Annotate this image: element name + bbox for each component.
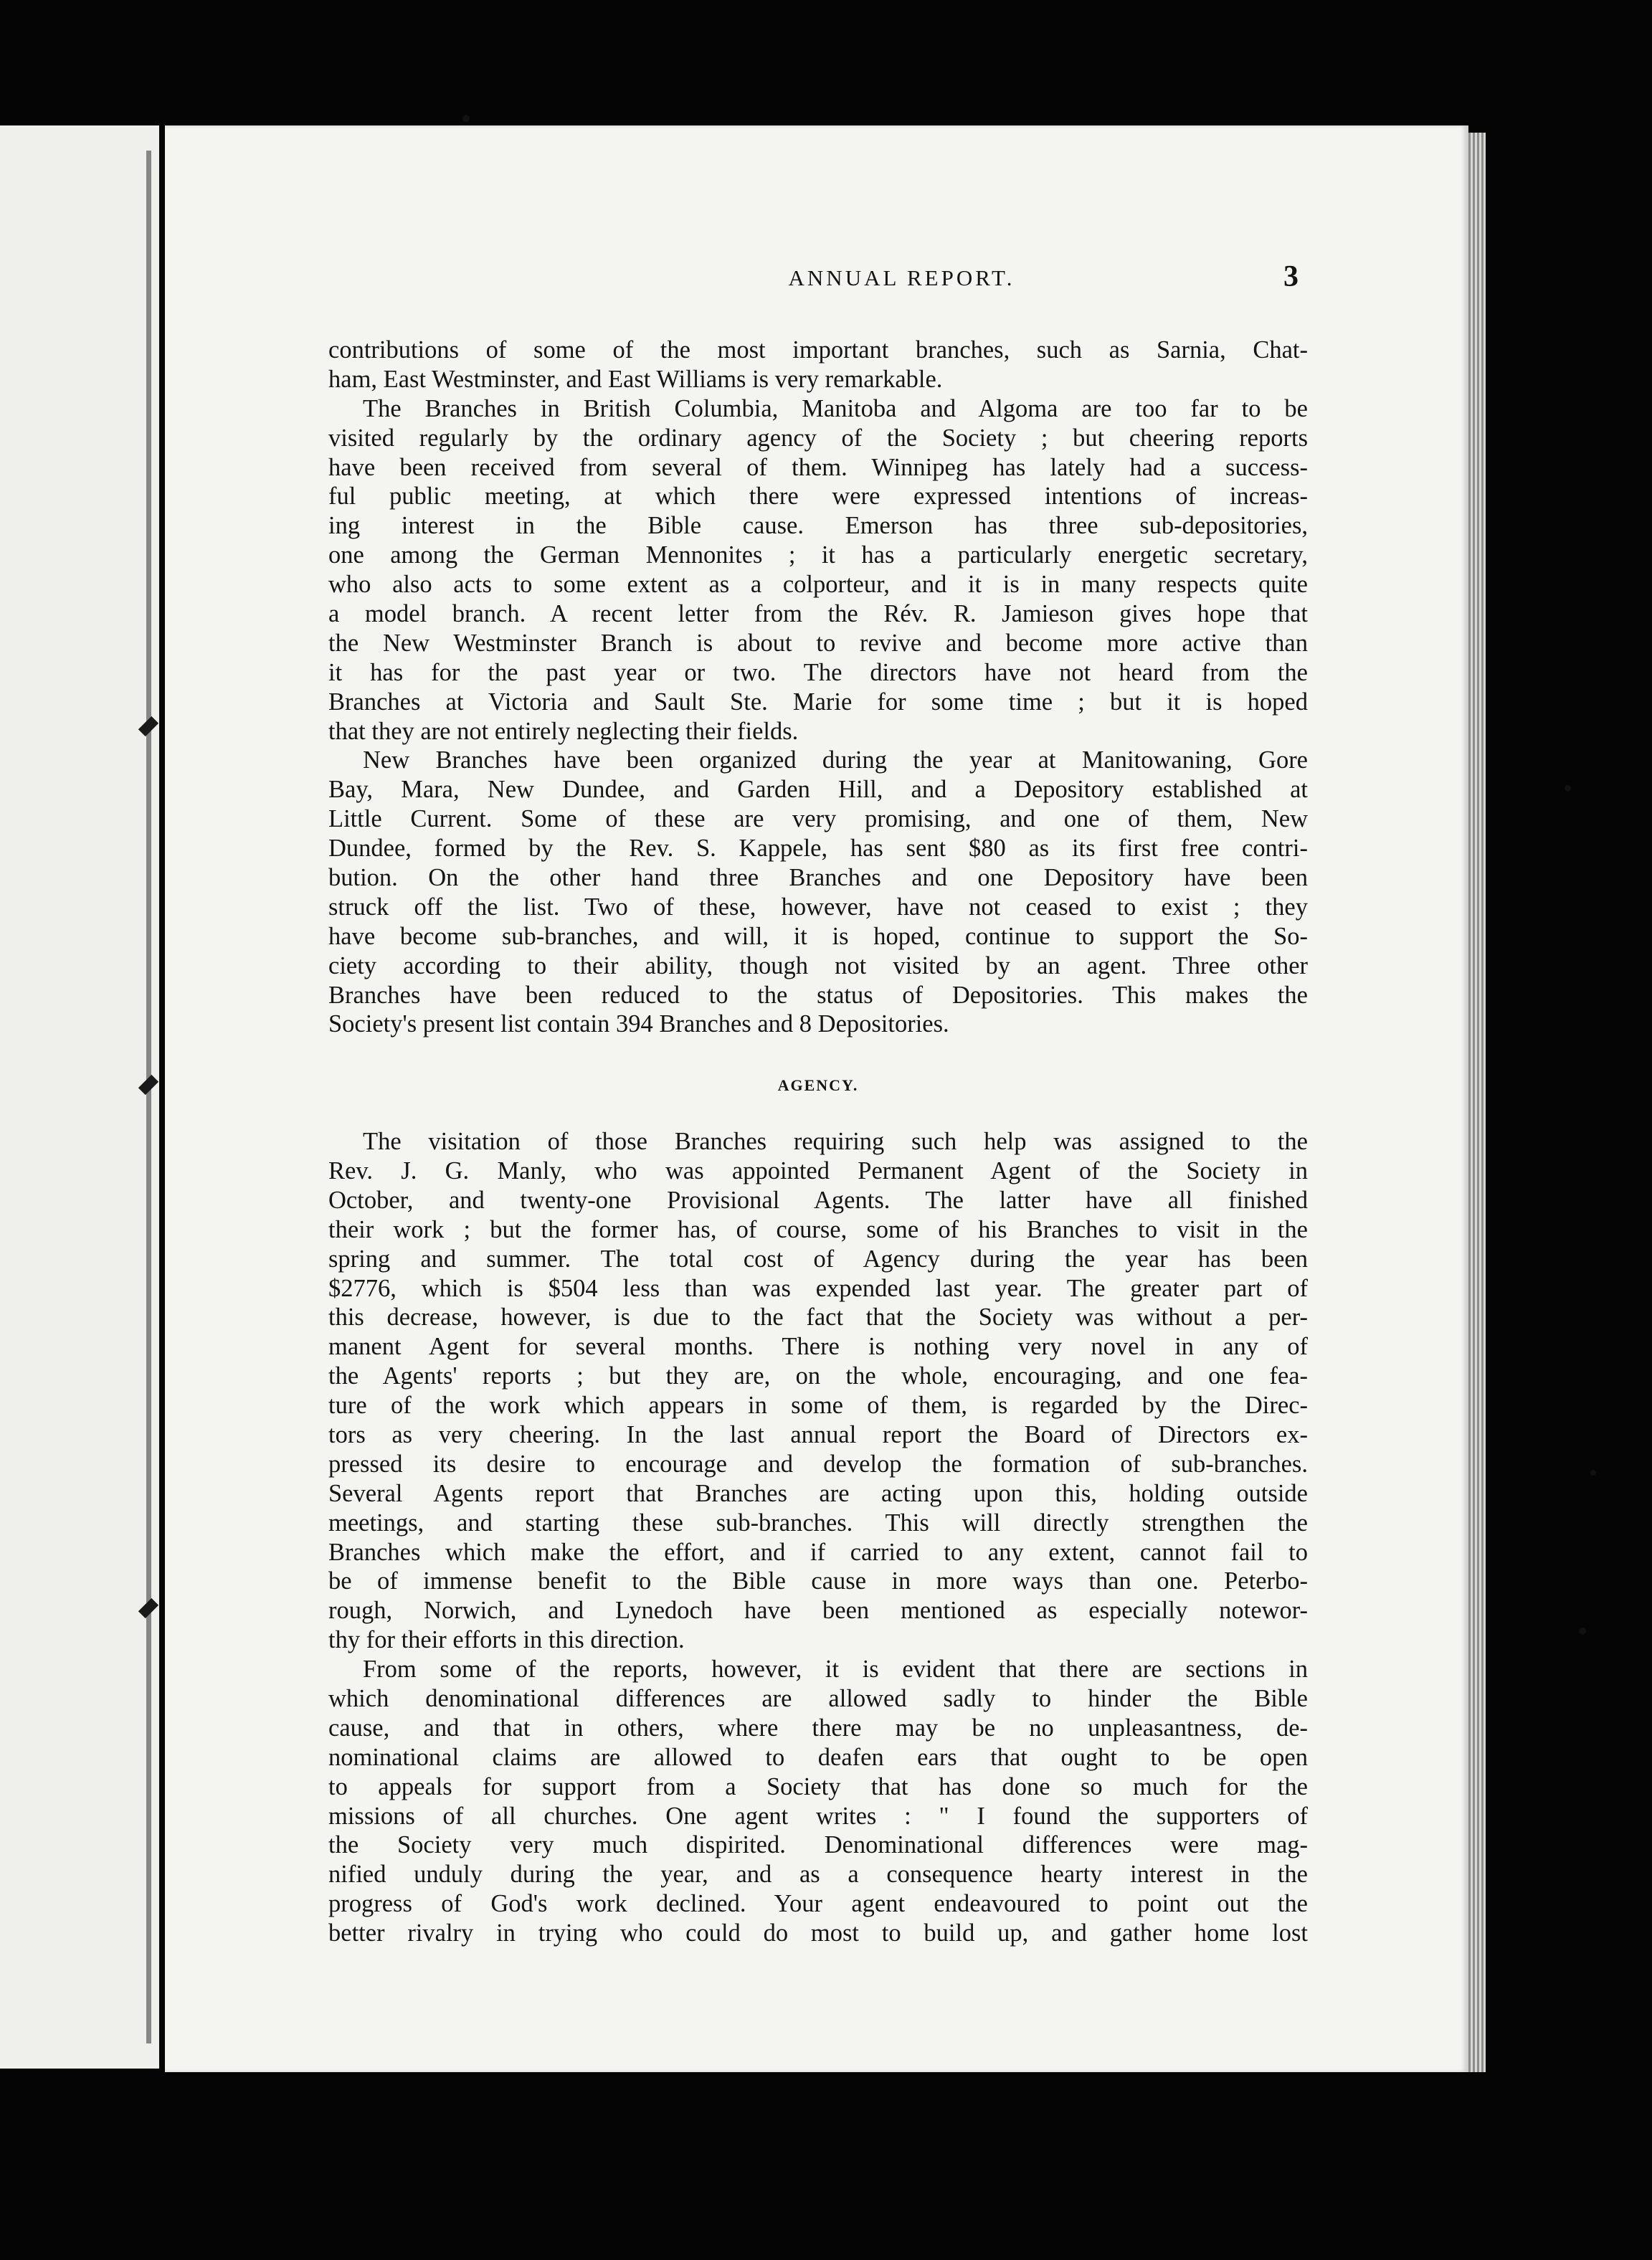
text-line: a model branch. A recent letter from the Rév. R. Jamieson gives hope that	[328, 600, 1308, 628]
text-line: progress of God's work declined. Your agent endeavoured to point out the	[328, 1890, 1308, 1918]
paragraph-gap	[328, 1039, 1308, 1068]
text-line: the Agents' reports ; but they are, on the whole, encouraging, and one fea-	[328, 1362, 1308, 1390]
page-stack-edge	[1468, 133, 1486, 2072]
section-heading: AGENCY.	[777, 1076, 859, 1095]
text-line: pressed its desire to encourage and develop the formation of sub-branches.	[328, 1450, 1308, 1478]
text-line: that they are not entirely neglecting their fields.	[328, 717, 799, 745]
text-line: contributions of some of the most important branches, such as Sarnia, Chat-	[328, 336, 1308, 364]
text-line: better rivalry in trying who could do most to build up, and gather home lost	[328, 1919, 1308, 1947]
text-line: it has for the past year or two. The directors have not heard from the	[328, 658, 1308, 686]
text-line: Several Agents report that Branches are acting upon this, holding outside	[328, 1479, 1308, 1507]
text-line: Little Current. Some of these are very promising, and one of them, New	[328, 805, 1308, 833]
text-line: the Society very much dispirited. Denominational differences were mag-	[328, 1831, 1308, 1859]
text-line: ham, East Westminster, and East Williams is very remarkable.	[328, 365, 943, 393]
text-line: this decrease, however, is due to the fact that the Society was without a per-	[328, 1304, 1308, 1331]
binding-gutter	[146, 151, 151, 2043]
text-line: be of immense benefit to the Bible cause in more ways than one. Peterbo-	[328, 1567, 1308, 1595]
text-line: Rev. J. G. Manly, who was appointed Permanent Agent of the Society in	[328, 1157, 1308, 1184]
text-line: missions of all churches. One agent writes : " I found the supporters of	[328, 1802, 1308, 1830]
text-line: who also acts to some extent as a colporteur, and it is in many respects quite	[328, 571, 1308, 599]
text-line: Bay, Mara, New Dundee, and Garden Hill, and a Depository established at	[328, 776, 1308, 804]
text-line: their work ; but the former has, of course, some of his Branches to visit in the	[328, 1215, 1308, 1243]
text-line: $2776, which is $504 less than was expended last year. The greater part of	[328, 1274, 1308, 1302]
text-line: have been received from several of them. Winnipeg has lately had a success-	[328, 453, 1308, 481]
text-line: cause, and that in others, where there may be no unpleasantness, de-	[328, 1714, 1308, 1742]
dust-speck	[1590, 1470, 1596, 1476]
text-line: spring and summer. The total cost of Agency during the year has been	[328, 1245, 1308, 1273]
text-line: Society's present list contain 394 Branches and 8 Depositories.	[328, 1010, 949, 1038]
text-line: meetings, and starting these sub-branches. This will directly strengthen the	[328, 1509, 1308, 1537]
text-line: ing interest in the Bible cause. Emerson has three sub-depositories,	[328, 512, 1308, 540]
text-line: Dundee, formed by the Rev. S. Kappele, has sent $80 as its first free contri-	[328, 835, 1308, 863]
text-line: Branches have been reduced to the status of Depositories. This makes the	[328, 981, 1308, 1009]
text-line: have become sub-branches, and will, it is hoped, continue to support the So-	[328, 922, 1308, 950]
text-line: nified unduly during the year, and as a consequence hearty interest in the	[328, 1861, 1308, 1889]
body-text	[328, 336, 1308, 1948]
page-header	[165, 260, 1468, 301]
dust-speck	[1579, 1628, 1586, 1635]
dust-speck	[1565, 785, 1571, 792]
text-line: bution. On the other hand three Branches and one Depository have been	[328, 864, 1308, 892]
facing-page-edge	[0, 125, 159, 2069]
text-line: which denominational differences are allowed sadly to hinder the Bible	[328, 1684, 1308, 1712]
text-line: From some of the reports, however, it is evident that there are sections in	[363, 1656, 1308, 1684]
text-line: rough, Norwich, and Lynedoch have been mentioned as especially notewor-	[328, 1597, 1308, 1625]
page-number: 3	[1283, 260, 1299, 293]
text-line: tors as very cheering. In the last annual report the Board of Directors ex-	[328, 1420, 1308, 1448]
text-line: thy for their efforts in this direction.	[328, 1626, 685, 1654]
text-line: visited regularly by the ordinary agency of the Society ; but cheering reports	[328, 424, 1308, 452]
text-line: The Branches in British Columbia, Manitoba and Algoma are too far to be	[363, 394, 1308, 422]
text-line: one among the German Mennonites ; it has a particularly energetic secretary,	[328, 541, 1308, 569]
dust-speck	[462, 115, 470, 122]
paragraph-gap	[328, 1098, 1308, 1127]
text-line: New Branches have been organized during the year at Manitowaning, Gore	[363, 746, 1308, 774]
text-line: ciety according to their ability, though not visited by an agent. Three other	[328, 951, 1308, 979]
text-line: ture of the work which appears in some of them, is regarded by the Direc-	[328, 1392, 1308, 1420]
text-line: to appeals for support from a Society that has done so much for the	[328, 1772, 1308, 1800]
text-line: ful public meeting, at which there were expressed intentions of increas-	[328, 483, 1308, 511]
text-line: the New Westminster Branch is about to revive and become more active than	[328, 629, 1308, 657]
running-head: ANNUAL REPORT.	[788, 265, 1015, 290]
text-line: October, and twenty-one Provisional Agents. The latter have all finished	[328, 1186, 1308, 1214]
text-line: Branches which make the effort, and if carried to any extent, cannot fail to	[328, 1538, 1308, 1566]
text-line: struck off the list. Two of these, however, have not ceased to exist ; they	[328, 893, 1308, 921]
text-line: manent Agent for several months. There is nothing very novel in any of	[328, 1333, 1308, 1361]
text-line: Branches at Victoria and Sault Ste. Marie for some time ; but it is hoped	[328, 688, 1308, 716]
text-line: nominational claims are allowed to deafen ears that ought to be open	[328, 1743, 1308, 1771]
text-line: The visitation of those Branches requiring such help was assigned to the	[363, 1128, 1308, 1156]
